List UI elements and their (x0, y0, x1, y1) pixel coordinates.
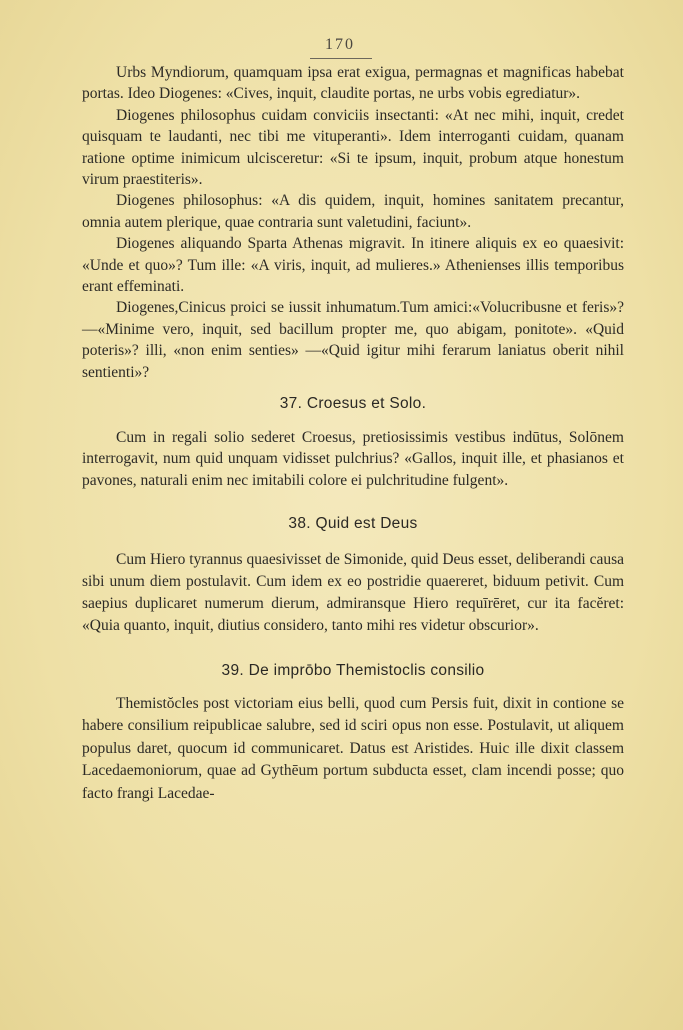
page-number-rule (310, 58, 372, 59)
paragraph: Cum Hiero tyrannus quaesivisset de Simonide, quid Deus esset, deliberandi causa sibi unum diem postulavit. Cum idem ex eo postridie quaereret, biduum petivit. Cum saepius duplicaret numerum dierum, admiransque Hiero requīrēret, cur ita facĕret: «Quia quanto, inquit, diutius considero, tanto mihi res videtur obscurior». (82, 550, 624, 635)
paragraph: Diogenes philosophus cuidam conviciis insectanti: «At nec mihi, inquit, credet quisquam te laudanti, nec tibi me vituperanti». Idem interroganti cuidam, quanam ratione optime inimicum ulcisceretur: «Si te ipsum, inquit, probum atque honestum virum praestiteris». (82, 106, 624, 189)
paragraph: Diogenes,Cinicus proici se iussit inhumatum.Tum amici:«Volucribusne et feris»?—«Minime vero, inquit, sed bacillum propter me, quo abigam, ponitote». «Quid poteris»? illi, «non enim senties» —«Quid igitur mihi ferarum laniatus oberit nihil sentienti»? (82, 299, 624, 381)
paragraph: Diogenes aliquando Sparta Athenas migravit. In itinere aliquis ex eo quaesivit: «Unde et quo»? Tum ille: «A viris, inquit, ad mulieres.» Athenienses illis temporibus erant effeminati. (82, 235, 624, 296)
paragraph: Themistŏcles post victoriam eius belli, quod cum Persis fuit, dixit in contione se habere consilium reipublicae salubre, sed id sciri opus non esse. Postulavit, ut aliquem populus daret, quocum id communicaret. Datus est Aristides. Huic ille dixit classem Lacedaemoniorum, quae ad Gythēum portum subducta esset, clam incendi posse; quo facto frangi Lacedae- (82, 694, 624, 802)
section-heading: 39. De imprōbo Themistoclis consilio (221, 661, 485, 679)
paragraph: Diogenes philosophus: «A dis quidem, inquit, homines sanitatem precantur, omnia autem plerique, quae contraria sunt valetudini, faciunt». (82, 192, 624, 231)
section-heading: 38. Quid est Deus (288, 515, 418, 533)
page-number: 170 (325, 36, 355, 53)
page-body (82, 62, 624, 805)
paragraph: Cum in regali solio sederet Croesus, pretiosissimis vestibus indūtus, Solōnem interrogavit, num quid unquam vidisset pulchrius? «Gallos, inquit ille, et phasianos et pavones, naturali enim nec imitabili colore ei pulchritudine fulgent». (82, 428, 624, 489)
paragraph: Urbs Myndiorum, quamquam ipsa erat exigua, permagnas et magnificas habebat portas. Ideo Diogenes: «Cives, inquit, claudite portas, ne urbs vobis egrediatur». (82, 64, 624, 103)
section-heading: 37. Croesus et Solo. (279, 395, 427, 413)
